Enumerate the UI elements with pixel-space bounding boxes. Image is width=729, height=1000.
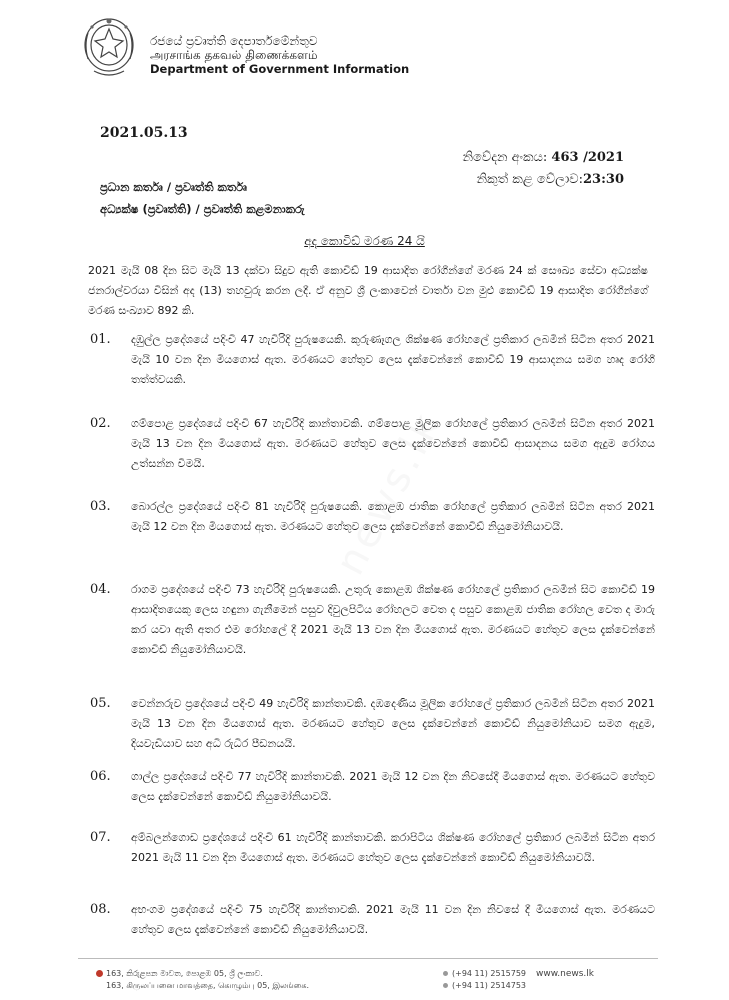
entry-number: 05. [90,696,111,711]
footer-divider [78,958,658,959]
release-time-line [462,169,624,191]
entry-text: අම්බලන්ගොඩ ප්‍රදේශයේ පදිංචි 61 හැවිරිදි කාන්තාවකි. කරාපිටිය ශික්ෂණ රෝහලේ ප්‍රතිකාර ලබමින් සිටින අතර 2021 මැයි 11 වන දින මියගොස් ඇත. මරණයට හේතුව ලෙස දැක්වෙන්නේ කොවිඩ් නියුමෝනියාවයි. [131,831,655,864]
department-name-sinhala: රජයේ ප්‍රවෘත්ති දෙපාර්තමේන්තුව [150,34,318,48]
release-number-line [462,147,624,169]
entry-number: 04. [90,582,111,597]
addressee-line: අධ්‍යක්ෂ (ප්‍රවෘත්ති) / ප්‍රවෘත්ති කළමනාකරු [100,202,305,216]
addressee-line: ප්‍රධාන කර්තෘ / ප්‍රවෘත්ති කර්තෘ [100,180,247,194]
release-title: අද කොවිඩ් මරණ 24 යි [304,234,425,248]
entry-number: 01. [90,332,111,347]
release-number-label: නිවේදන අංකය: [462,150,552,165]
entry-text: රාගම ප්‍රදේශයේ පදිංචි 73 හැවිරිදි පුරුෂයෙකි. උතුරු කොළඹ ශික්ෂණ රෝහලේ ප්‍රතිකාර ලබමින් සිට කොවිඩ් 19 ආසාදිතයෙකු ලෙස හඳුනා ගැනීමෙන් පසුව දිවුලපිටිය රෝහලට වෙත ද පසුව කොළඹ ජාතික රෝහල වෙත ද මාරු කර යවා ඇති අතර එම රෝහලේ දී 2021 මැයි 13 වන දින මියගොස් ඇත. මරණයට හේතුව ලෙස දැක්වෙන්නේ කොවිඩ් නියුමෝනියාවයි. [131,583,655,656]
fax-icon [443,983,448,988]
entry-number: 08. [90,902,111,917]
sri-lanka-emblem-logo [80,15,138,81]
release-date: 2021.05.13 [100,125,188,141]
footer-telephone: (+94 11) 2515759 [443,969,526,978]
entry-text: දඹුල්ල ප්‍රදේශයේ පදිංචි 47 හැවිරිදි පුරුෂයෙකි. කුරුණෑගල ශික්ෂණ රෝහලේ ප්‍රතිකාර ලබමින් සිටින අතර 2021 මැයි 10 වන දින මියගොස් ඇත. මරණයට හේතුව ලෙස දැක්වෙන්නේ කොවිඩ් 19 ආසාදනය සමග හෘද රෝගී තත්ත්වයකි. [131,333,655,386]
addressees [100,176,305,220]
entry-text: ගාල්ල ප්‍රදේශයේ පදිංචි 77 හැවිරිදි කාන්තාවකි. 2021 මැයි 12 වන දින නිවසේදී මියගොස් ඇත. මරණයට හේතුව ලෙස දැක්වෙන්නේ කොවිඩ් නියුමෝනියාවයි. [131,770,655,803]
entry-number: 02. [90,416,111,431]
entry-number: 07. [90,830,111,845]
release-meta [462,147,624,191]
entry-text: වෙන්නරුව ප්‍රදේශයේ පදිංචි 49 හැවිරිදි කාන්තාවකි. දඹදෙණිය මූලික රෝහලේ ප්‍රතිකාර ලබමින් සිටින අතර 2021 මැයි 13 වන දින මියගොස් ඇත. මරණයට හේතුව ලෙස දැක්වෙන්නේ කොවිඩ් නියුමෝනියාව සමග ඇදුම, දියවැඩියාව සහ අධි රුධිර පීඩනයයි. [131,697,655,750]
watermark: news.lk [327,403,452,583]
footer-fax: (+94 11) 2514753 [443,981,526,990]
release-number: 463 /2021 [551,150,624,165]
entry-text: අභංගම ප්‍රදේශයේ පදිංචි 75 හැවිරිදි කාන්තාවකි. 2021 මැයි 11 වන දින නිවසේ දී මියගොස් ඇත. මරණයට හේතුව ලෙස දැක්වෙන්නේ කොවිඩ් නියුමෝනියාවයි. [131,903,655,936]
location-icon [96,970,103,977]
department-name [150,34,409,76]
entry-text: බොරල්ල ප්‍රදේශයේ පදිංචි 81 හැවිරිදි පුරුෂයෙකි. කොළඹ ජාතික රෝහලේ ප්‍රතිකාර ලබමින් සිටින අතර 2021 මැයි 12 වන දින මියගොස් ඇත. මරණයට හේතුව ලෙස දැක්වෙන්නේ කොවිඩ් නියුමෝනියාවයි. [131,500,655,533]
footer-website[interactable]: www.news.lk [536,969,594,979]
intro-paragraph: 2021 මැයි 08 දින සිට මැයි 13 දක්වා සිදුව ඇති කොවිඩ් 19 ආසාදිත රෝගීන්ගේ මරණ 24 ක් සෞඛ්‍ය සේවා අධ්‍යක්ෂ ජනරාල්වරයා විසින් අද (13) තහවුරු කරන ලදී. ඒ අනුව ශ්‍රී ලංකාවෙන් වාර්තා වන මුළු කොවිඩ් 19 ආසාදිත රෝගීන්ගේ මරණ සංඛ්‍යාව 892 කි. [88,264,648,317]
entry-text: ගම්පොළ ප්‍රදේශයේ පදිංචි 67 හැවිරිදි කාන්තාවකි. ගම්පොළ මූලික රෝහලේ ප්‍රතිකාර ලබමින් සිටින අතර 2021 මැයි 13 වන දින මියගොස් ඇත. මරණයට හේතුව ලෙස දැක්වෙන්නේ කොවිඩ් ආසාදනය සමග ඇදුම රෝගය උත්සන්න වීමයි. [131,417,655,470]
entry-number: 03. [90,499,111,514]
footer-address-sinhala: 163, කිරුළපන මාවත, පොළඹ 05, ශ්‍රී ලංකාව. [96,969,263,979]
phone-icon [443,971,448,976]
department-name-tamil: அரசாங்க தகவல் திணைக்களம் [150,48,318,62]
release-time: 23:30 [583,172,624,187]
release-time-label: නිකුත් කළ වේලාව: [476,172,584,187]
entry-number: 06. [90,769,111,784]
footer-address-tamil: 163, கிருலப்பனை மாவத்தை, கொழும்பு 05, இலங்கை. [106,981,310,990]
footer [78,958,658,998]
department-name-english: Department of Government Information [150,62,410,76]
